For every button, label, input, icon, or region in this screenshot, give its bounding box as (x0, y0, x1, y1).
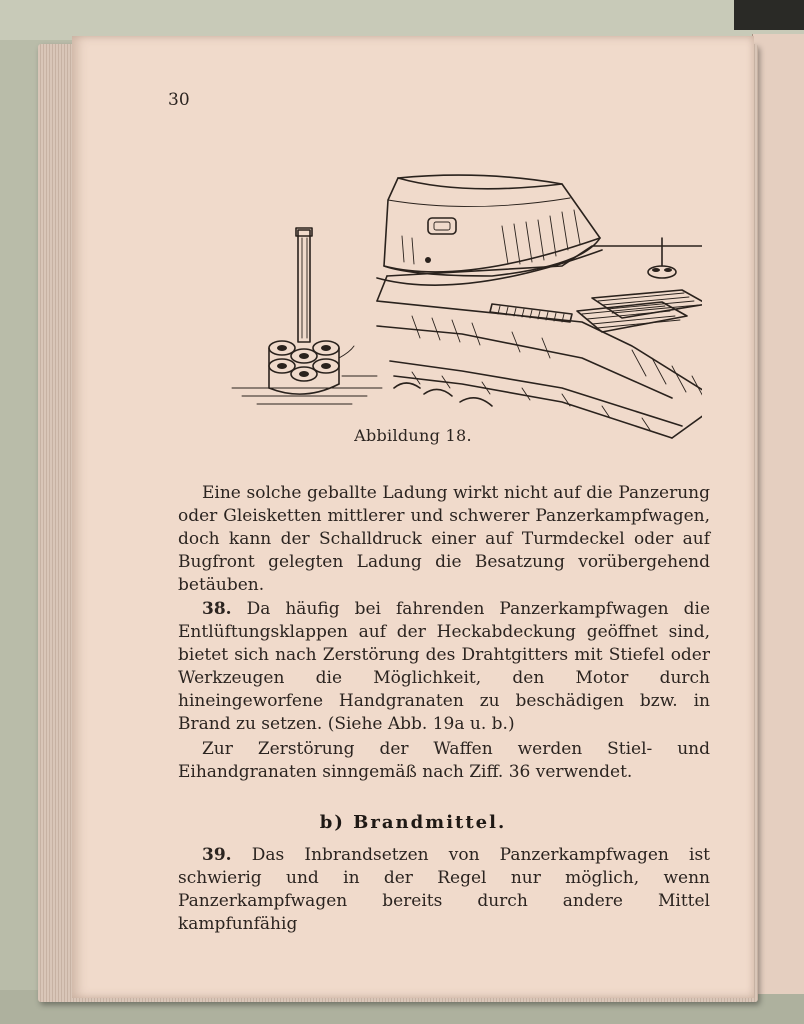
paragraph-number-38: 38. (202, 599, 232, 619)
paragraph-39 (178, 844, 710, 936)
facing-page-edge (752, 34, 804, 994)
tank-turret-drawing (377, 175, 602, 285)
book-page (72, 36, 754, 998)
paragraph-intro: Eine solche geballte Ladung wirkt nicht auf die Panzerung oder Gleisketten mittlerer und schwerer Panzerkampfwagen, doch kann der Schalldruck einer auf Turmdeckel oder auf Bugfront gelegten Ladung die Besatzung vorübergehend betäuben. (178, 483, 710, 595)
paragraph-weapons: Zur Zerstörung der Waffen werden Stiel- und Eihandgranaten sinngemäß nach Ziff. 36 verwendet. (178, 739, 710, 782)
figure-caption: Abbildung 18. (354, 426, 472, 445)
tank-illustration (162, 126, 702, 446)
bundled-charge-drawing (232, 228, 382, 404)
page-number: 30 (168, 90, 190, 110)
paragraph-38-text: Da häufig bei fahrenden Panzerkampfwagen die Entlüftungsklappen auf der Heckabdeckung geöffnet sind, bietet sich nach Zerstörung des Drahtgitters mit Stiefel oder Werkzeugen die Möglichkeit, den Motor durch hineingeworfene Handgranaten zu beschädigen bzw. in Brand zu setzen. (Siehe Abb. 19a u. b.) (178, 599, 711, 734)
paragraph-39-text: Das Inbrandsetzen von Panzerkampfwagen ist schwierig und in der Regel nur möglich, wenn Panzerkampfwagen bereits durch andere Mittel kampfunfähig (178, 845, 711, 934)
paragraph-38 (178, 598, 710, 736)
background-shadow (734, 0, 804, 30)
background-surface-top (0, 0, 804, 40)
section-heading: b) Brandmittel. (319, 812, 507, 833)
paragraph-number-39: 39. (202, 845, 232, 865)
